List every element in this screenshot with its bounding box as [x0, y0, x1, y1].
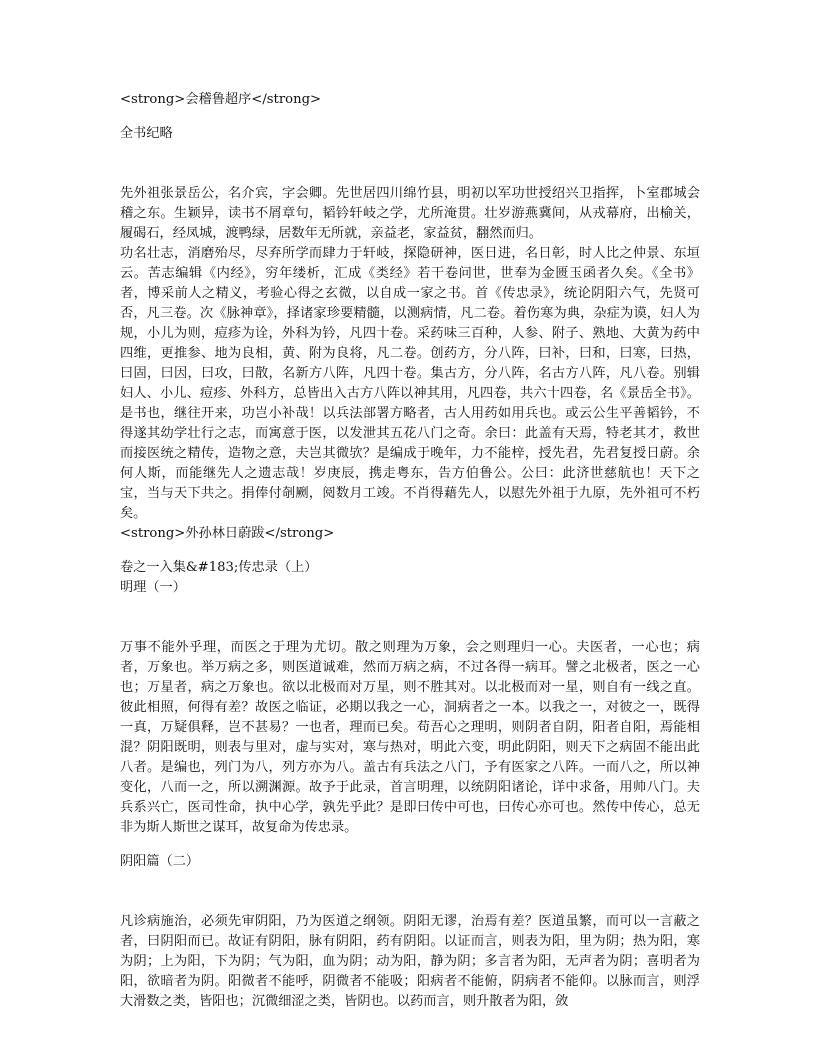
chapter-1-body: 万事不能外乎理，而医之于理为尤切。散之则理为万象，会之则理归一心。夫医者，一心也；病者，万象也。举万病之多，则医道诚难，然而万病之病，不过各得一病耳。譬之北极者，医之一心也；万星者，病之万象也。欲以北极而对万星，则不胜其对。以北极而对一星，则自有一线之直。彼此相照，何得有差？故医之临证，必期以我之一心，洞病者之一本。以我之一，对彼之一，既得一真，万疑俱释，岂不甚易？一也者，理而已矣。苟吾心之理明，则阴者自阴，阳者自阳，焉能相混？阴阳既明，则表与里对，虚与实对，寒与热对，明此六变，明此阴阳，则天下之病固不能出此八者。是编也，列门为八，列方亦为八。盖古有兵法之八门，予有医家之八阵。一而八之，所以神变化，八而一之，所以溯渊源。故予于此录，首言明理，以统阴阳诸论，详中求备，用帅八门。夫兵系兴亡，医司性命，执中心学，孰先乎此？是即曰传中可也，曰传心亦可也。然传中传心，总无非为斯人斯世之谋耳，故复命为传忠录。: [120, 640, 700, 835]
volume-title: 卷之一入集&#183;传忠录（上）: [120, 560, 318, 575]
preface-paragraph-2: 功名壮志，消磨殆尽，尽弃所学而肆力于轩岐，探隐研神，医日进，名日彰，时人比之仲景、东垣云。苦志编辑《内经》，穷年缕析，汇成《类经》若干卷问世，世奉为金匮玉函者久矣。《全书》者，博采前人之精义，考验心得之玄微，以自成一家之书。首《传忠录》，统论阴阳六气，先贤可否，凡三卷。次《脉神章》，择诸家珍要精髓，以测病情，凡二卷。着伤寒为典，杂症为谟，妇人为规，小儿为则，痘疹为诠，外科为钤，凡四十卷。采药味三百种，人参、附子、熟地、大黄为药中四维，更推参、地为良相，黄、附为良将，凡二卷。创药方，分八阵，曰补，曰和，曰寒，曰热，曰固，曰因，曰攻，曰散，名新方八阵，凡四十卷。集古方，分八阵，名古方八阵，凡八卷。别辑妇人、小儿、痘疹、外科方，总皆出入古方八阵以神其用，凡四卷，共六十四卷，名《景岳全书》。是书也，继往开来，功岂小补哉！以兵法部署方略者，古人用药如用兵也。或云公生平善韬钤，不得遂其幼学壮行之志，而寓意于医，以发泄其五花八门之奇。余曰：此盖有天焉，特老其才，救世而接医统之精传，造物之意，夫岂其微欤？是编成于晚年，力不能梓，授先君，先君复授日蔚。余何人斯，而能继先人之遗志哉！岁庚辰，携走粤东，告方伯鲁公。公曰：此济世慈航也！天下之宝，当与天下共之。捐俸付剞劂，阅数月工竣。不肖得藉先人，以慰先外祖于九原，先外祖可不朽矣。: [120, 246, 700, 521]
document-page: [120, 90, 700, 1012]
preface-signature: <strong>外孙林日蔚跋</strong>: [120, 526, 335, 541]
preface-title: <strong>会稽鲁超序</strong>: [120, 92, 322, 107]
chapter-2-body: 凡诊病施治，必须先审阴阳，乃为医道之纲领。阴阳无谬，治焉有差？医道虽繁，而可以一言蔽之者，曰阴阳而已。故证有阴阳，脉有阴阳，药有阴阳。以证而言，则表为阳，里为阴；热为阳，寒为阴；上为阳，下为阴；气为阳，血为阴；动为阳，静为阴；多言者为阳，无声者为阴；喜明者为阳，欲暗者为阴。阳微者不能呼，阴微者不能吸；阳病者不能俯，阴病者不能仰。以脉而言，则浮大滑数之类，皆阳也；沉微细涩之类，皆阴也。以药而言，则升散者为阳，敛: [120, 914, 700, 1009]
chapter-1-title: 明理（一）: [120, 580, 186, 595]
section-title: 全书纪略: [120, 126, 173, 141]
chapter-2-title: 阴阳篇（二）: [120, 854, 200, 869]
preface-paragraph-1: 先外祖张景岳公，名介宾，字会卿。先世居四川绵竹县，明初以军功世授绍兴卫指挥，卜室郡城会稽之东。生颖异，读书不屑章句，韬钤轩岐之学，尤所淹贯。壮岁游燕冀间，从戎幕府，出榆关，履碣石，经凤城，渡鸭绿，居数年无所就，亲益老，家益贫，翻然而归。: [120, 186, 700, 241]
